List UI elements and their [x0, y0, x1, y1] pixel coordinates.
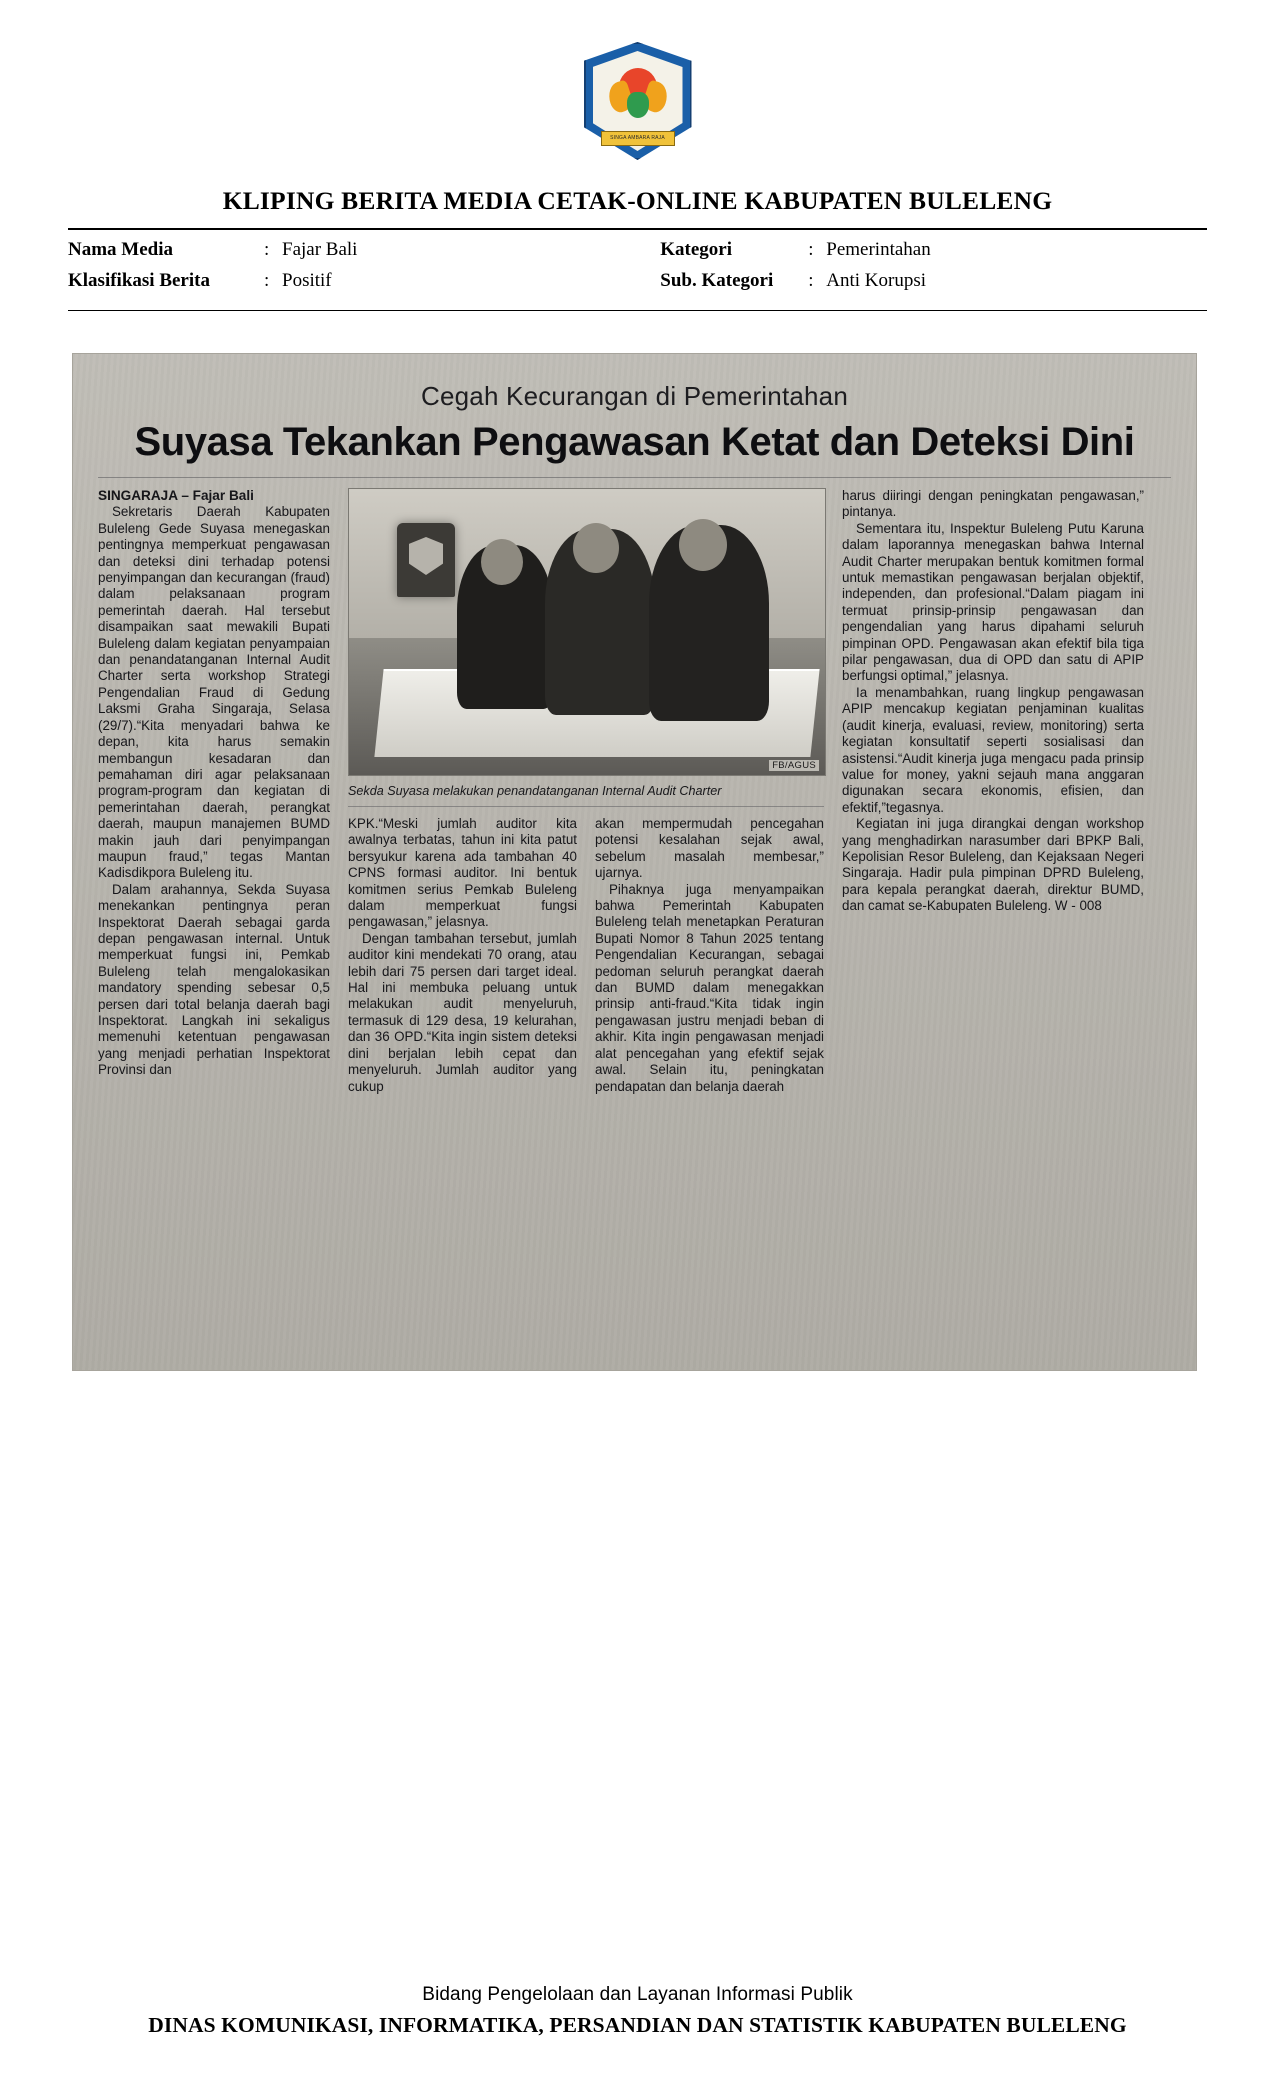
clipping-col3-para-3: Ia menambahkan, ruang lingkup pengawasan APIP mencakup kegiatan penjaminan kualitas (audit kinerja, evaluasi, review, monitoring) serta kegiatan konsultatif seperti sosialisasi dan asistensi.“Audit kinerja juga mengacu pada prinsip value for money, yakni sejauh mana anggaran digunakan secara ekonomis, efisien, dan efektif,”tegasnya.: [842, 684, 1144, 815]
clipping-col3-para-1: harus diiringi dengan peningkatan pengawasan,” pintanya.: [842, 488, 1144, 520]
clipping-center-subcolumns: [348, 816, 824, 1095]
meta-row-kategori: [660, 239, 1207, 261]
crest-motto-banner: SINGA AMBARA RAJA: [601, 131, 675, 146]
clipping-columns: [98, 488, 1171, 1095]
footer-division-name: Bidang Pengelolaan dan Layanan Informasi Publik: [422, 1984, 853, 2005]
news-clipping-image: [72, 353, 1197, 1371]
photo-credit: FB/AGUS: [769, 760, 819, 771]
buleleng-regency-crest-icon: [584, 42, 692, 160]
podium-emblem-icon: [397, 523, 455, 597]
meta-label-kategori: Kategori: [660, 239, 733, 260]
meta-row-sub-kategori: [660, 270, 1207, 292]
clipping-col1-para-1: Sekretaris Daerah Kabupaten Buleleng Gede Suyasa menegaskan pentingnya memperkuat pengawasan dan deteksi dini terhadap potensi penyimpangan dan kecurangan (fraud) dalam pelaksanaan program pemerintah daerah. Hal tersebut disampaikan saat mewakili Bupati Buleleng dalam kegiatan penyampaian dan penandatanganan Internal Audit Charter serta workshop Strategi Pengendalian Fraud di Gedung Laksmi Graha Singaraja, Selasa (29/7).“Kita menyadari bahwa ke depan, kita harus semakin membangun kesadaran dan pemahaman diri agar pelaksanaan program-program dan kegiatan di pemerintahan daerah, perangkat daerah, maupun manajemen BUMD makin jauh dari penyimpangan maupun fraud,” tegas Mantan Kadisdikpora Buleleng itu.: [98, 504, 330, 881]
page-footer: [0, 1984, 1275, 2038]
photo-caption: Sekda Suyasa melakukan penandatanganan Internal Audit Charter: [348, 784, 722, 798]
crest-winged-lion-figure: [607, 66, 669, 124]
clipping-column-right: [842, 488, 1144, 1095]
clipping-col2b-para-2: Pihaknya juga menyampaikan bahwa Pemerintah Kabupaten Buleleng telah menetapkan Peraturan Bupati Nomor 8 Tahun 2025 tentang Pengendalian Kecurangan, sebagai pedoman seluruh perangkat daerah dan BUMD dalam menegakkan prinsip anti-fraud.“Kita tidak ingin pengawasan justru menjadi beban di akhir. Kita ingin pengawasan menjadi alat pencegahan yang efektif sejak awal. Selain itu, peningkatan pendapatan dan belanja daerah: [595, 881, 824, 1094]
meta-value-nama-media: Fajar Bali: [282, 239, 358, 260]
clipping-dateline-paragraph: [98, 488, 330, 504]
clipping-col1-para-2: Dalam arahannya, Sekda Suyasa menekankan pentingnya peran Inspektorat Daerah sebagai garda depan pengawasan internal. Untuk memperkuat fungsi ini, Pemkab Buleleng telah mengalokasikan mandatory spending sebesar 0,5 persen dari total belanja daerah bagi Inspektorat. Langkah ini sekaligus memenuhi ketentuan pengawasan yang menjadi perhatian Inspektorat Provinsi dan: [98, 881, 330, 1078]
meta-colon-4: :: [808, 270, 814, 291]
clipping-photo: [348, 488, 826, 776]
meta-row-klasifikasi-berita: [68, 270, 660, 292]
clipping-headline: Suyasa Tekankan Pengawasan Ketat dan Deteksi Dini: [134, 420, 1135, 464]
meta-label-nama-media: Nama Media: [68, 239, 174, 260]
metadata-table: [68, 230, 1207, 298]
clipping-headline-divider: [98, 477, 1171, 478]
clipping-col3-para-2: Sementara itu, Inspektur Buleleng Putu Karuna dalam laporannya menegaskan bahwa Internal Audit Charter merupakan bentuk komitmen formal untuk memastikan pengawasan berjalan objektif, independen, dan profesional.“Dalam piagam ini termuat prinsip-prinsip pengawasan dan pengendalian yang harus dipahami seluruh pimpinan OPD. Pengawasan akan efektif bila tiga pilar pengawasan, dua di OPD dan satu di APIP berfungsi optimal,” jelasnya.: [842, 520, 1144, 684]
crest-container: [68, 0, 1207, 160]
meta-value-klasifikasi-berita: Positif: [282, 270, 332, 291]
page-title: KLIPING BERITA MEDIA CETAK-ONLINE KABUPATEN BULELENG: [222, 186, 1053, 215]
clipping-column-center-b: [595, 816, 824, 1095]
meta-colon-3: :: [808, 239, 814, 260]
meta-label-sub-kategori: Sub. Kategori: [660, 270, 774, 291]
clipping-column-center: [348, 488, 824, 1095]
metadata-divider-bottom: [68, 310, 1207, 311]
meta-row-nama-media: [68, 239, 660, 261]
clipping-kicker: Cegah Kecurangan di Pemerintahan: [420, 381, 849, 411]
clipping-col2a-para-1: KPK.“Meski jumlah auditor kita awalnya terbatas, tahun ini kita patut bersyukur karena ada tambahan 40 CPNS formasi auditor. Ini bentuk komitmen serius Pemkab Buleleng dalam memperkuat fungsi pengawasan,” jelasnya.: [348, 816, 577, 930]
clipping-column-center-a: [348, 816, 577, 1095]
clipping-col2a-para-2: Dengan tambahan tersebut, jumlah auditor kini mendekati 70 orang, atau lebih dari 75 persen dari target ideal. Hal ini membuka peluang untuk melakukan audit menyeluruh, termasuk di 129 desa, 19 kelurahan, dan 36 OPD.“Kita ingin sistem deteksi dini berjalan lebih cepat dan menyeluruh. Jumlah auditor yang cukup: [348, 930, 577, 1094]
clipping-dateline: SINGARAJA – Fajar Bali: [98, 488, 254, 503]
footer-agency-name: DINAS KOMUNIKASI, INFORMATIKA, PERSANDIAN DAN STATISTIK KABUPATEN BULELENG: [148, 2013, 1127, 2037]
clipping-col3-para-4: Kegiatan ini juga dirangkai dengan workshop yang menghadirkan narasumber dari BPKP Bali, Kepolisian Resor Buleleng, dan Kejaksaan Negeri Singaraja. Hadir pula pimpinan DPRD Buleleng, para kepala perangkat daerah, direktur BUMD, dan camat se-Kabupaten Buleleng. W - 008: [842, 816, 1144, 914]
caption-divider: [348, 806, 824, 807]
clipping-column-left: [98, 488, 330, 1095]
meta-value-sub-kategori: Anti Korupsi: [826, 270, 927, 291]
meta-label-klasifikasi-berita: Klasifikasi Berita: [68, 270, 210, 291]
meta-colon-1: :: [264, 239, 270, 260]
meta-value-kategori: Pemerintahan: [826, 239, 931, 260]
meta-colon-2: :: [264, 270, 270, 291]
clipping-col2b-para-1: akan mempermudah pencegahan potensi kesalahan sejak awal, sebelum masalah membesar,” ujarnya.: [595, 816, 824, 881]
